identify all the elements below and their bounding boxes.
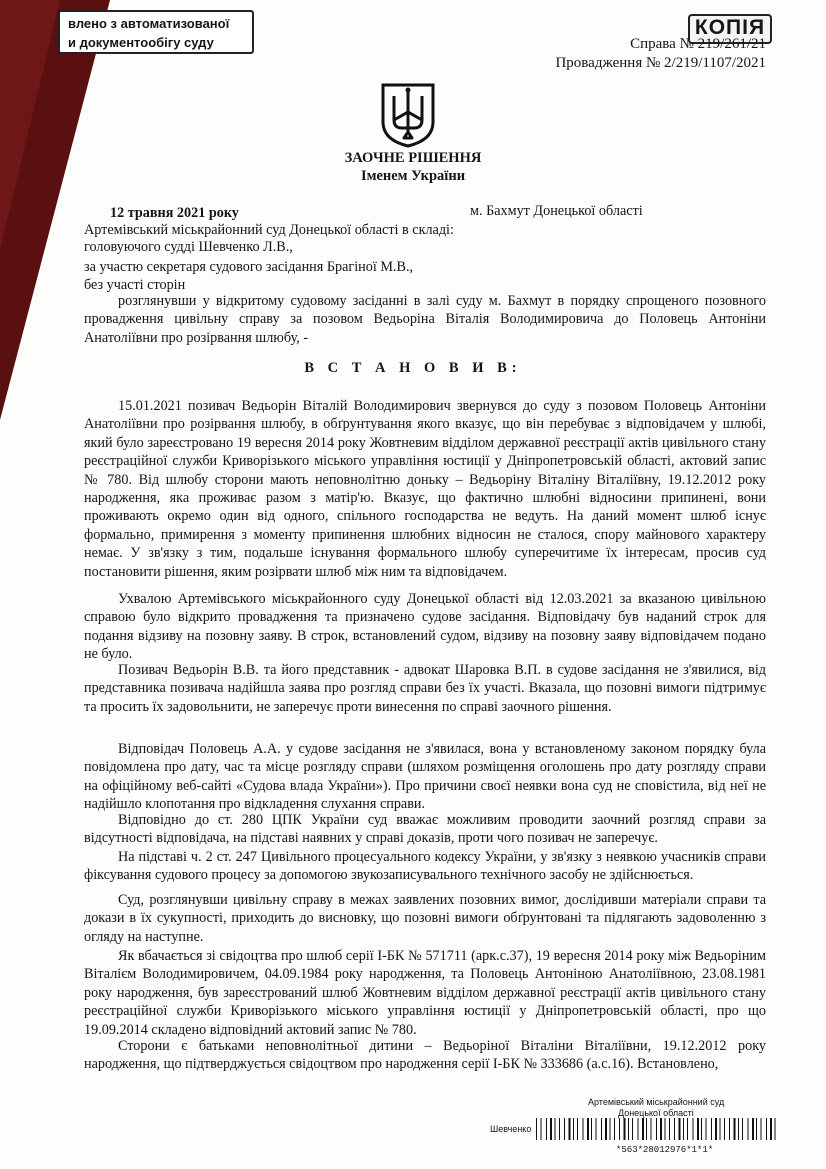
body-paragraph: На підставі ч. 2 ст. 247 Цивільного процесуального кодексу України, у зв'язку з неявкою учасників справи фіксування судового процесу за допомогою звукозаписувального технічного засобу не здійснюється.: [84, 849, 766, 884]
footer-court-name: Артемівський міськрайонний суд: [588, 1097, 725, 1107]
court-secretary: за участю секретаря судового засідання Брагіної М.В.,: [84, 259, 414, 275]
body-paragraph: 15.01.2021 позивач Ведьорін Віталій Володимирович звернувся до суду з позовом Половець Антоніни Анатоліївни про розірвання шлюбу, в обґрунтування якого вказує, що він перебуває з відповідачем у шлюбі, який було зареєстровано 19 вересня 2014 року Жовтневим відділом державної реєстрації актів цивільного стану реєстраційної служби Криворізького міського управління юстиції у Дніпропетровській області, актовий запис № 780. Від шлюбу сторони мають неповнолітню доньку – Ведьоріну Віталіну Віталіївну, 19.12.2012 року народження, яка проживає разом з матір'ю. Вказує, що фактично шлюбні відносини припинені, вони проживають окремо один від одного, спільного господарства не ведуть. На даний момент шлюб існує формально, примирення з моменту припинення шлюбних відносин не сталося, спору майнового характеру немає. У зв'язку з тим, подальше існування формального шлюбу суперечитиме їх інтересам, просив суд постановити рішення, яким розірвати шлюб між ним та відповідачем.: [84, 398, 766, 580]
footer-signer: Шевченко: [490, 1124, 532, 1134]
body-paragraph: Суд, розглянувши цивільну справу в межах заявлених позовних вимог, дослідивши матеріали справи та докази в їх сукупності, приходить до висновку, що позовні вимоги обґрунтовані та підлягають задоволенню з огляду на наступне.: [84, 892, 766, 945]
parties-absent: без участі сторін: [84, 277, 186, 293]
document-subtitle: Іменем України: [360, 168, 466, 184]
body-paragraph: Позивач Ведьорін В.В. та його представник - адвокат Шаровка В.П. в судове засідання не з'явилися, від представника позивача надійшла заява про розгляд справи без їх участі. Вказала, що позовні вимоги підтримує та просить їх задовольнити, не заперечує проти винесення по справі заочного рішення.: [84, 662, 766, 715]
considered-paragraph: розглянувши у відкритому судовому засіданні в залі суду м. Бахмут в порядку спрощеного позовного провадження цивільну справу за позовом Ведьоріна Віталія Володимировича до Половець Антоніни Анатоліївни про розірвання шлюбу, -: [84, 293, 766, 346]
case-number: Справа № 219/261/21: [630, 36, 766, 52]
copy-stamp: КОПІЯ: [688, 14, 772, 44]
footer-court-region: Донецької області: [618, 1108, 694, 1118]
decision-date: 12 травня 2021 року: [110, 205, 239, 221]
body-paragraph: Відповідно до ст. 280 ЦПК України суд вважає можливим проводити заочний розгляд справи за відсутності відповідача, на підставі наявних у справі доказів, проти чого позивач не заперечує.: [84, 812, 766, 847]
barcode-icon: [536, 1118, 778, 1140]
presiding-judge: головуючого судді Шевченко Л.В.,: [84, 239, 293, 255]
body-paragraph: Як вбачається зі свідоцтва про шлюб серії І-БК № 571711 (арк.с.37), 19 вересня 2014 року між Ведьоріним Віталієм Володимировичем, 04.09.1984 року народження, та Половець Антоніною Анатоліївною, 23.08.1981 року народження, був зареєстрований шлюб Жовтневим відділом державної реєстрації актів цивільного стану реєстраційної служби Криворізького міського управління юстиції у Дніпропетровській області, про що 19.09.2014 складено відповідний актовий запис № 780.: [84, 948, 766, 1038]
court-composition: Артемівський міськрайонний суд Донецької області в складі:: [84, 222, 454, 238]
document-title: ЗАОЧНЕ РІШЕННЯ: [344, 150, 482, 166]
body-paragraph: Ухвалою Артемівського міськрайонного суду Донецької області від 12.03.2021 за вказаною цивільною справою було відкрито провадження та призначено судове засідання. Відповідачу був наданий строк для подання відзиву на позовну заяву. В строк, встановлений судом, відзиву на позовну заяву відповідачем подано не було.: [84, 591, 766, 663]
coat-of-arms-icon: [380, 82, 436, 148]
body-paragraph: Відповідач Половець А.А. у судове засідання не з'явилася, вона у встановленому законом порядку була повідомлена про дату, час та місце розгляду справи (шляхом розміщення оголошень про дату розгляду справи на офіційному веб-сайті «Судова влада України»). Про причини своєї неявки вона суд не сповістила, від неї не надійшло клопотання про відкладення слухання справи.: [84, 741, 766, 813]
proceeding-number: Провадження № 2/219/1107/2021: [555, 55, 766, 71]
stamp-line-2: и документообігу суду: [68, 35, 214, 50]
automated-system-stamp: [58, 10, 254, 54]
barcode-text: *563*28012976*1*1*: [616, 1145, 714, 1155]
section-heading: В С Т А Н О В И В:: [304, 360, 522, 376]
body-paragraph: Сторони є батьками неповнолітньої дитини – Ведьоріної Віталіни Віталіївни, 19.12.2012 року народження, що підтверджується свідоцтвом про народження серії І-БК № 333686 (а.с.16). Встановлено,: [84, 1038, 766, 1073]
decision-place: м. Бахмут Донецької області: [470, 203, 643, 219]
stamp-line-1: влено з автоматизованої: [68, 16, 230, 31]
page-edge-shadow-inner: [0, 0, 60, 250]
